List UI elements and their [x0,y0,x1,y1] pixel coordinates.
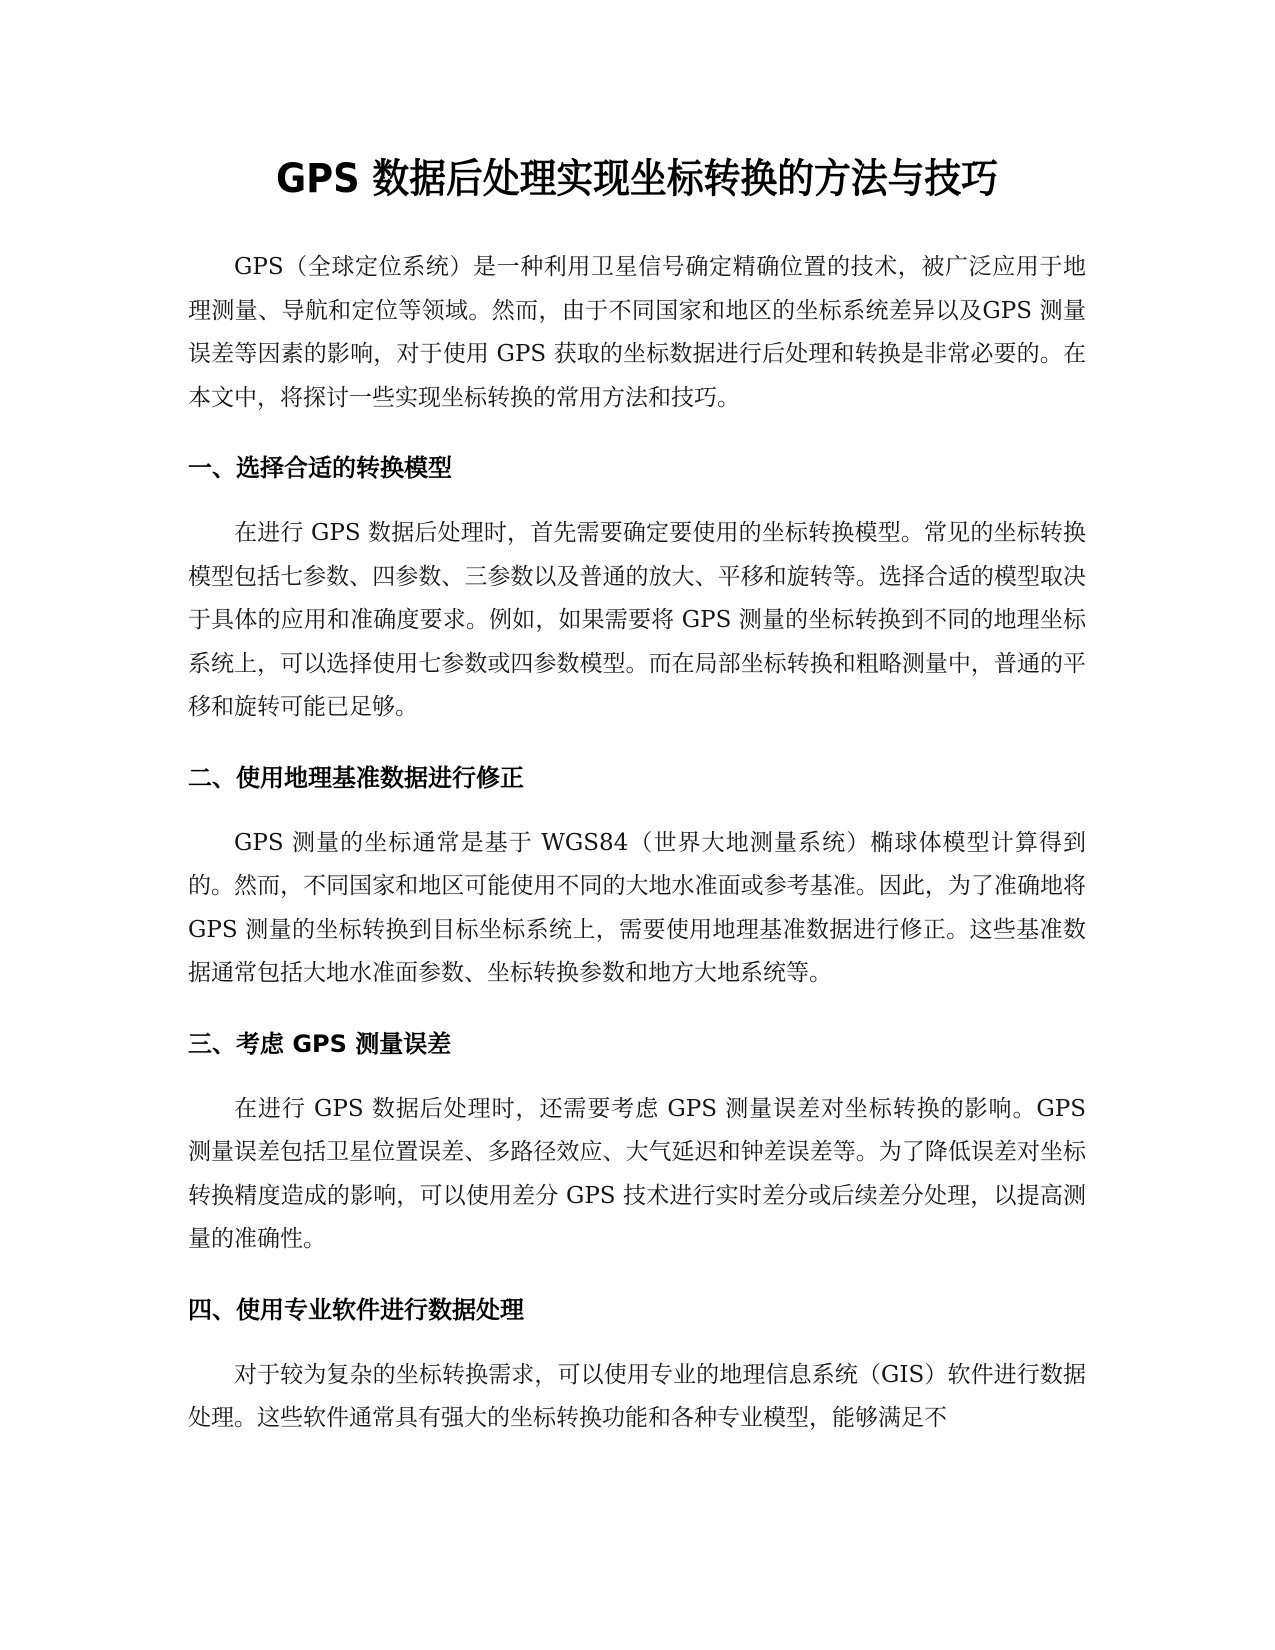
section-body-datum: GPS 测量的坐标通常是基于 WGS84（世界大地测量系统）椭球体模型计算得到的。然而，不同国家和地区可能使用不同的大地水准面或参考基准。因此，为了准确地将 GPS 测量的坐标转换到目标坐标系统上，需要使用地理基准数据进行修正。这些基准数据通常包括大地水准面参数、坐标转换参数和地方大地系统等。 [188,829,1086,986]
section-body-model: 在进行 GPS 数据后处理时，首先需要确定要使用的坐标转换模型。常见的坐标转换模型包括七参数、四参数、三参数以及普通的放大、平移和旋转等。选择合适的模型取决于具体的应用和准确度要求。例如，如果需要将 GPS 测量的坐标转换到不同的地理坐标系统上，可以选择使用七参数或四参数模型。而在局部坐标转换和粗略测量中，普通的平移和旋转可能已足够。 [188,520,1086,720]
section-heading-model: 一、选择合适的转换模型 [188,454,452,482]
intro-paragraph: GPS（全球定位系统）是一种利用卫星信号确定精确位置的技术，被广泛应用于地理测量、导航和定位等领域。然而，由于不同国家和地区的坐标系统差异以及GPS 测量误差等因素的影响，对于使用 GPS 获取的坐标数据进行后处理和转换是非常必要的。在本文中，将探讨一些实现坐标转换的常用方法和技巧。 [188,254,1086,411]
section-heading-software: 四、使用专业软件进行数据处理 [188,1295,524,1324]
section-body-error: 在进行 GPS 数据后处理时，还需要考虑 GPS 测量误差对坐标转换的影响。GPS 测量误差包括卫星位置误差、多路径效应、大气延迟和钟差误差等。为了降低误差对坐标转换精度造成的影响，可以使用差分 GPS 技术进行实时差分或后续差分处理，以提高测量的准确性。 [188,1095,1086,1252]
section-heading-datum: 二、使用地理基准数据进行修正 [188,763,524,792]
section-body-software: 对于较为复杂的坐标转换需求，可以使用专业的地理信息系统（GIS）软件进行数据处理。这些软件通常具有强大的坐标转换功能和各种专业模型，能够满足不 [188,1361,1086,1431]
document-content [188,150,1086,1469]
document-title: GPS 数据后处理实现坐标转换的方法与技巧 [275,156,999,202]
section-heading-error: 三、考虑 GPS 测量误差 [188,1029,452,1058]
